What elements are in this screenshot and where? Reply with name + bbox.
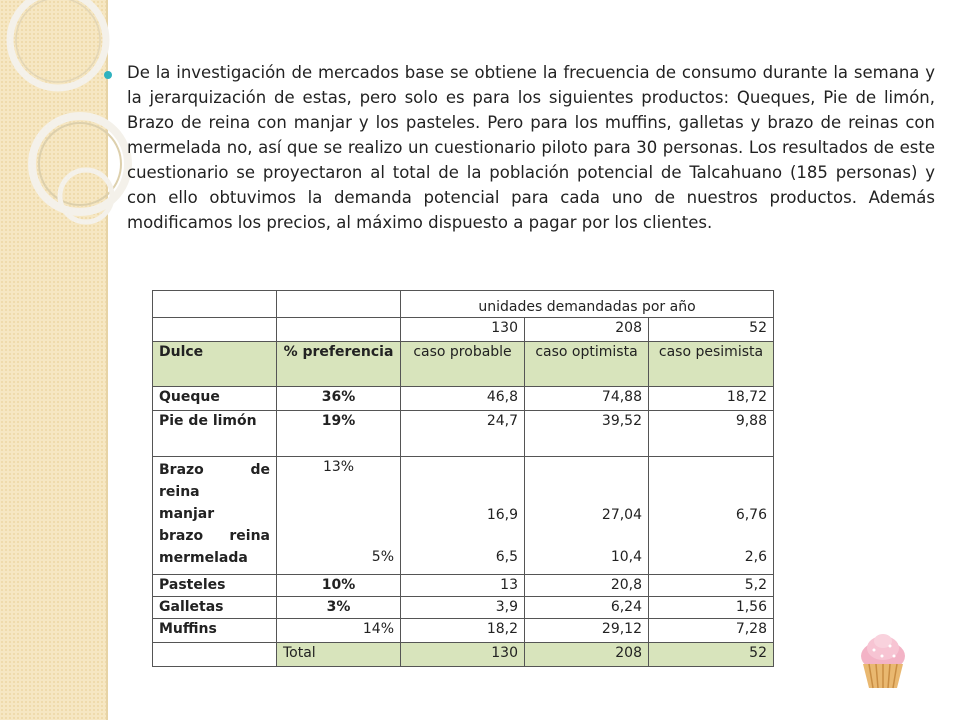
cell-pesimista: 5,2 (649, 575, 774, 597)
empty-cell (277, 318, 401, 342)
total-pesimista: 52 (649, 643, 774, 667)
total-probable: 130 (401, 643, 525, 667)
cell-optimista: 74,88 (525, 387, 649, 411)
table-row (153, 387, 774, 411)
header-pesimista: caso pesimista (649, 342, 774, 387)
row-label-brazo: Brazo de reina manjar brazo reina mermelada (153, 457, 277, 575)
cell-pesimista: 9,88 (649, 411, 774, 457)
cupcake-icon (852, 628, 914, 690)
cell-pesimista: 1,56 (649, 597, 774, 619)
cell-pesimista-brazo: 6,76 2,6 (649, 457, 774, 575)
top-total-probable: 130 (401, 318, 525, 342)
table-row (153, 291, 774, 318)
bullet-point (104, 71, 112, 79)
row-label: Pie de limón (153, 411, 277, 457)
empty-cell (277, 291, 401, 318)
cell-probable-brazo: 16,9 6,5 (401, 457, 525, 575)
top-total-pesimista: 52 (649, 318, 774, 342)
table-row (153, 411, 774, 457)
row-pref-brazo: 13% 5% (277, 457, 401, 575)
table-row (153, 597, 774, 619)
header-optimista: caso optimista (525, 342, 649, 387)
cell-optimista: 20,8 (525, 575, 649, 597)
empty-cell (153, 643, 277, 667)
table-total-row (153, 643, 774, 667)
cell-optimista: 39,52 (525, 411, 649, 457)
row-label: Queque (153, 387, 277, 411)
row-pref: 14% (277, 619, 401, 643)
cell-optimista: 6,24 (525, 597, 649, 619)
top-total-optimista: 208 (525, 318, 649, 342)
header-preferencia: % preferencia (277, 342, 401, 387)
table-row (153, 318, 774, 342)
cell-optimista: 29,12 (525, 619, 649, 643)
row-label: Pasteles (153, 575, 277, 597)
table-header-row (153, 342, 774, 387)
cell-pesimista: 7,28 (649, 619, 774, 643)
demand-table (152, 290, 774, 667)
table-row (153, 457, 774, 575)
decorative-rings (0, 0, 140, 300)
cell-optimista-brazo: 27,04 10,4 (525, 457, 649, 575)
row-pref: 19% (277, 411, 401, 457)
row-label: Muffins (153, 619, 277, 643)
total-label: Total (277, 643, 401, 667)
total-optimista: 208 (525, 643, 649, 667)
row-pref: 3% (277, 597, 401, 619)
empty-cell (153, 318, 277, 342)
super-header: unidades demandadas por año (401, 291, 774, 318)
table-row (153, 619, 774, 643)
cell-probable: 13 (401, 575, 525, 597)
cell-pesimista: 18,72 (649, 387, 774, 411)
cell-probable: 24,7 (401, 411, 525, 457)
empty-cell (153, 291, 277, 318)
cell-probable: 46,8 (401, 387, 525, 411)
header-probable: caso probable (401, 342, 525, 387)
body-paragraph: De la investigación de mercados base se obtiene la frecuencia de consumo durante la semana y la jerarquización de estas, pero solo es para los siguientes productos: Queques, Pie de limón, Brazo de reina con manjar y los pasteles. Pero para los muffins, galletas y brazo de reinas con mermelada no, así que se realizo un cuestionario piloto para 30 personas. Los resultados de este cuestionario se proyectaron al total de la población potencial de Talcahuano (185 personas) y con ello obtuvimos la demanda potencial para cada uno de nuestros productos. Además modificamos los precios, al máximo dispuesto a pagar por los clientes. (127, 63, 935, 232)
header-dulce: Dulce (153, 342, 277, 387)
table-row (153, 575, 774, 597)
row-pref: 36% (277, 387, 401, 411)
cell-probable: 3,9 (401, 597, 525, 619)
row-pref: 10% (277, 575, 401, 597)
row-label: Galletas (153, 597, 277, 619)
cell-probable: 18,2 (401, 619, 525, 643)
